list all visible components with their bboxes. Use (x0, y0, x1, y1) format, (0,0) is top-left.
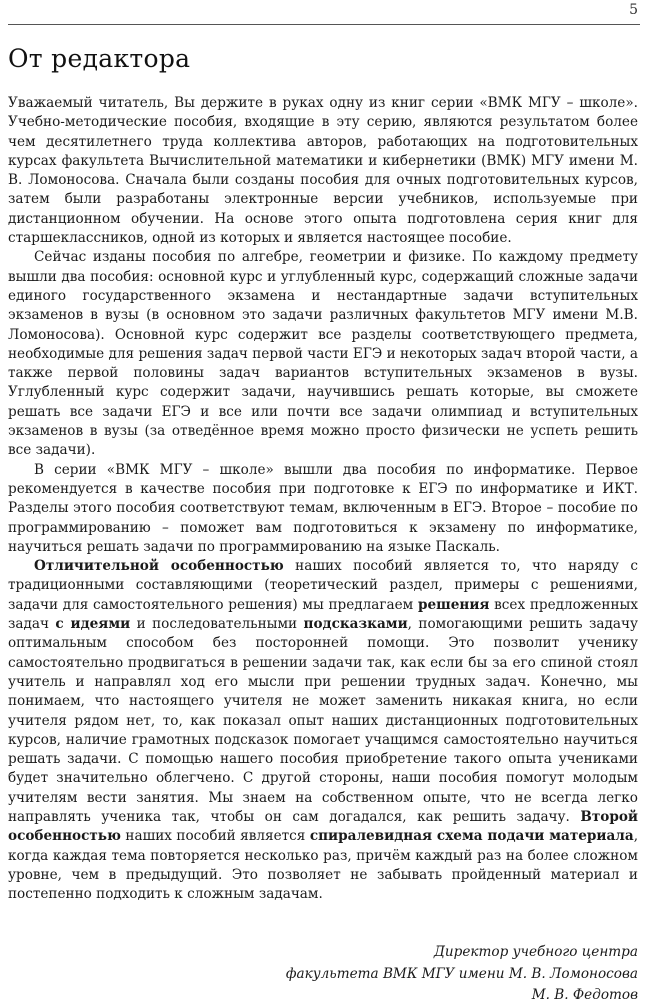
emphasis-hints: подсказками (303, 616, 408, 633)
emphasis-solutions: решения (417, 596, 490, 613)
paragraph-4-text-4: , помогающими решить задачу оптимальным способом без посторонней помощи. Это позволит ученику самостоятельно продвигаться в решении задачи так, как если бы за его спиной стоял учитель и направлял ход его мысли при решении трудных задач. Конечно, мы понимаем, что настоящего учителя не может заменить никакая книга, но если учителя рядом нет, то, как показал опыт наших дистанционных подготовительных курсов, наличие грамотных подсказок помогает учащимся самостоятельно научиться решать задачи. С помощью нашего пособия приобретение такого опыта учениками будет значительно облегчено. С другой стороны, наши пособия помогут молодым учителям вести занятия. Мы знаем на собственном опыте, что не всегда легко направлять ученика так, чтобы он сам догадался, как решить задачу. (8, 616, 638, 825)
paragraph-4-text-1: наших пособий является то, что наряду с традиционными составляющими (теоретический раздел, примеры с решениями, задачи для самостоятельного решения) мы предлагаем (8, 558, 638, 613)
document-body (8, 94, 638, 904)
paragraph-2: Сейчас изданы пособия по алгебре, геометрии и физике. По каждому предмету вышли два пособия: основной курс и углубленный курс, содержащий сложные задачи единого государственного экзамена и нестандартные задачи вступительных экзаменов в вузы (в основном это задачи различных факультетов МГУ имени М.В. Ломоносова). Основной курс содержит все разделы соответствующего предмета, необходимые для решения задач первой части ЕГЭ и некоторых задач второй части, а также первой половины задач вариантов вступительных экзаменов в вузы. Углубленный курс содержит задачи, научившись решать которые, вы сможете решать все задачи ЕГЭ и все или почти все задачи олимпиад и вступительных экзаменов в вузы (за отведённое время можно просто физически не успеть решить все задачи). (8, 249, 638, 459)
page-number: 5 (629, 2, 638, 18)
emphasis-second-feature: Второй особенностью (8, 808, 638, 845)
page-title: От редактора (8, 44, 191, 73)
paragraph-4 (8, 557, 638, 904)
paragraph-1: Уважаемый читатель, Вы держите в руках одну из книг серии «ВМК МГУ – школе». Учебно-методические пособия, входящие в эту серию, являются результатом более чем десятилетнего труда коллектива авторов, работающих на подготовительных курсах факультета Вычислительной математики и кибернетики (ВМК) МГУ имени М. В. Ломоносова. Сначала были созданы пособия для очных подготовительных курсов, затем были разработаны электронные версии учебников, используемые при дистанционном обучении. На основе этого опыта подготовлена серия книг для старшеклассников, одной из которых и является настоящее пособие. (8, 95, 638, 247)
emphasis-ideas: с идеями (55, 616, 131, 633)
paragraph-4-text-3: и последовательными (130, 616, 304, 633)
signature-line-2: факультета ВМК МГУ имени М. В. Ломоносова (285, 965, 638, 982)
header-rule (8, 24, 640, 25)
emphasis-distinctive-feature: Отличительной особенностью (34, 558, 284, 575)
signature-line-3: М. В. Федотов (531, 987, 638, 1003)
paragraph-4-text-2: всех предложенных задач (8, 596, 638, 633)
paragraph-4-text-5: наших пособий является (120, 828, 310, 845)
signature-line-1: Директор учебного центра (433, 944, 638, 960)
paragraph-4-text-6: , когда каждая тема повторяется несколько раз, причём каждый раз на более сложном уровне, чем в предыдущий. Это позволяет не забывать пройденный материал и постепенно подходить к сложным задачам. (8, 828, 639, 903)
signature-block (286, 942, 638, 1007)
emphasis-spiral-scheme: спиралевидная схема подачи материала (309, 828, 634, 845)
paragraph-3: В серии «ВМК МГУ – школе» вышли два пособия по информатике. Первое рекомендуется в качестве пособия при подготовке к ЕГЭ по информатике и ИКТ. Разделы этого пособия соответствуют темам, включенным в ЕГЭ. Второе – пособие по программированию – поможет вам подготовиться к экзамену по информатике, научиться решать задачи по программированию на языке Паскаль. (8, 461, 638, 555)
